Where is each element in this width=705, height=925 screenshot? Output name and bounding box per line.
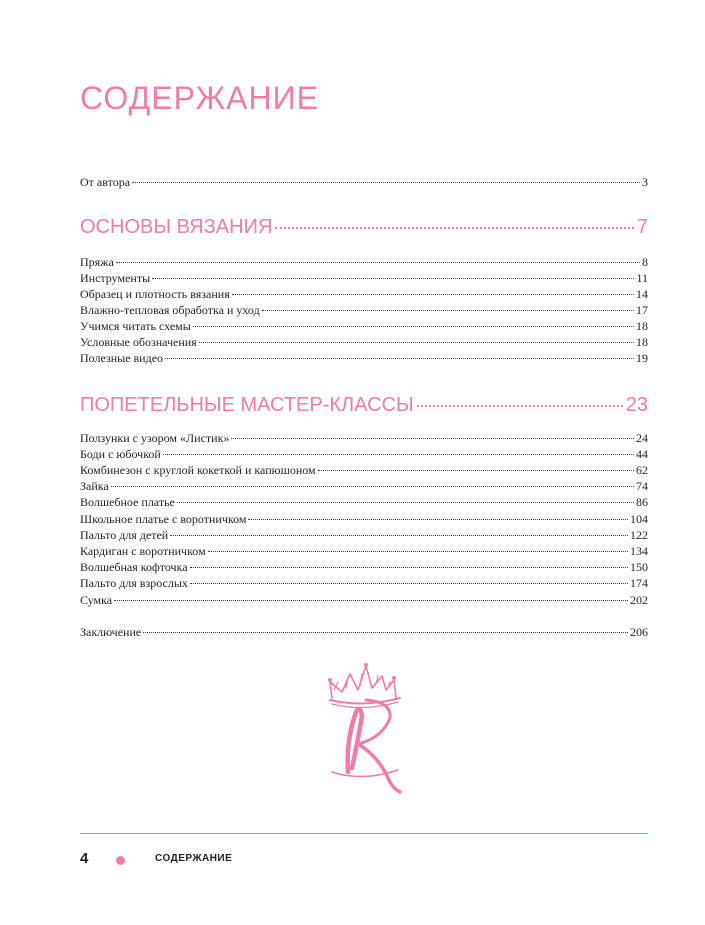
toc-entry[interactable] [80, 528, 648, 543]
toc-entry[interactable] [80, 255, 648, 270]
dot-leader [262, 310, 634, 311]
dot-leader [190, 567, 628, 568]
toc-entry-conclusion[interactable] [80, 625, 648, 640]
toc-entry[interactable] [80, 303, 648, 318]
toc-entry-page: 18 [636, 319, 648, 333]
footer-rule [80, 833, 648, 834]
toc-entry[interactable] [80, 287, 648, 302]
toc-entry[interactable] [80, 495, 648, 510]
dot-leader [152, 278, 634, 279]
toc-entry-label: От автора [80, 175, 131, 189]
toc-entry-label: Влажно-тепловая обработка и уход [80, 303, 260, 317]
dot-leader [208, 551, 628, 552]
dot-leader [163, 454, 634, 455]
toc-entry-page: 11 [636, 271, 648, 285]
dot-leader [114, 600, 628, 601]
footer-page-number: 4 [80, 850, 89, 867]
dot-leader [165, 358, 634, 359]
toc-entry-label: Образец и плотность вязания [80, 287, 230, 301]
toc-entry-label: Полезные видео [80, 351, 164, 365]
toc-entry-label: Заключение [80, 625, 142, 639]
page-title: СОДЕРЖАНИЕ [80, 80, 319, 116]
toc-entry-page: 104 [630, 512, 648, 526]
toc-entry-label: Школьное платье с воротничком [80, 512, 247, 526]
toc-entry[interactable] [80, 271, 648, 286]
toc-entry-page: 17 [636, 303, 648, 317]
dot-leader [232, 294, 634, 295]
toc-entry-page: 44 [636, 447, 648, 461]
toc-entry[interactable] [80, 593, 648, 608]
toc-entry-label: Пальто для взрослых [80, 576, 188, 590]
toc-entry-page: 24 [636, 431, 648, 445]
section-heading-basics[interactable] [80, 214, 648, 240]
dot-leader [177, 502, 634, 503]
footer-bullet-icon [116, 856, 125, 865]
toc-entry-label: Условные обозначения [80, 335, 197, 349]
toc-entry-page: 150 [630, 560, 648, 574]
dot-leader [231, 438, 634, 439]
toc-entry-page: 8 [642, 255, 648, 269]
toc-entry[interactable] [80, 447, 648, 462]
dot-leader [275, 227, 633, 229]
section-page: 23 [625, 394, 648, 416]
section-title: ПОПЕТЕЛЬНЫЕ МАСТЕР-КЛАССЫ [80, 394, 414, 416]
toc-entry[interactable] [80, 319, 648, 334]
dot-leader [143, 632, 628, 633]
toc-entry-page: 122 [630, 528, 648, 542]
dot-leader [417, 405, 623, 407]
toc-entry-label: Учимся читать схемы [80, 319, 191, 333]
toc-entry[interactable] [80, 544, 648, 559]
toc-entry-page: 134 [630, 544, 648, 558]
toc-entry-label: Сумка [80, 593, 113, 607]
toc-entry-page: 202 [630, 593, 648, 607]
toc-entry-page: 86 [636, 495, 648, 509]
section-heading-masterclasses[interactable] [80, 392, 648, 418]
toc-entry-page: 18 [636, 335, 648, 349]
toc-entry-label: Пряжа [80, 255, 114, 269]
toc-entry-label: Комбинезон с круглой кокеткой и капюшоном [80, 463, 316, 477]
dot-leader [190, 583, 628, 584]
toc-entry[interactable] [80, 512, 648, 527]
toc-entry-label: Боди с юбочкой [80, 447, 161, 461]
dot-leader [199, 342, 634, 343]
dot-leader [170, 535, 628, 536]
toc-entry-label: Волшебное платье [80, 495, 175, 509]
crown-k-monogram-icon [322, 660, 412, 795]
dot-leader [132, 182, 640, 183]
footer-section-label: СОДЕРЖАНИЕ [155, 853, 233, 864]
dot-leader [318, 470, 634, 471]
toc-entry-label: Волшебная кофточка [80, 560, 188, 574]
toc-entry-intro[interactable] [80, 175, 648, 190]
toc-entry-page: 174 [630, 576, 648, 590]
toc-entry-label: Пальто для детей [80, 528, 169, 542]
toc-entry-page: 19 [636, 351, 648, 365]
toc-entry[interactable] [80, 335, 648, 350]
toc-entry[interactable] [80, 351, 648, 366]
dot-leader [116, 262, 640, 263]
dot-leader [193, 326, 634, 327]
dot-leader [248, 519, 628, 520]
toc-entry-label: Инструменты [80, 271, 151, 285]
toc-entry-label: Зайка [80, 479, 109, 493]
toc-entry-page: 74 [636, 479, 648, 493]
dot-leader [111, 486, 634, 487]
toc-entry-label: Кардиган с воротничком [80, 544, 206, 558]
toc-entry-page: 14 [636, 287, 648, 301]
toc-entry-page: 3 [642, 175, 648, 189]
toc-entry[interactable] [80, 560, 648, 575]
section-page: 7 [636, 216, 648, 238]
toc-entry[interactable] [80, 479, 648, 494]
toc-entry-page: 62 [636, 463, 648, 477]
toc-entry-page: 206 [630, 625, 648, 639]
section-title: ОСНОВЫ ВЯЗАНИЯ [80, 216, 273, 238]
toc-entry[interactable] [80, 431, 648, 446]
toc-entry-label: Ползунки с узором «Листик» [80, 431, 230, 445]
toc-entry[interactable] [80, 463, 648, 478]
toc-entry[interactable] [80, 576, 648, 591]
